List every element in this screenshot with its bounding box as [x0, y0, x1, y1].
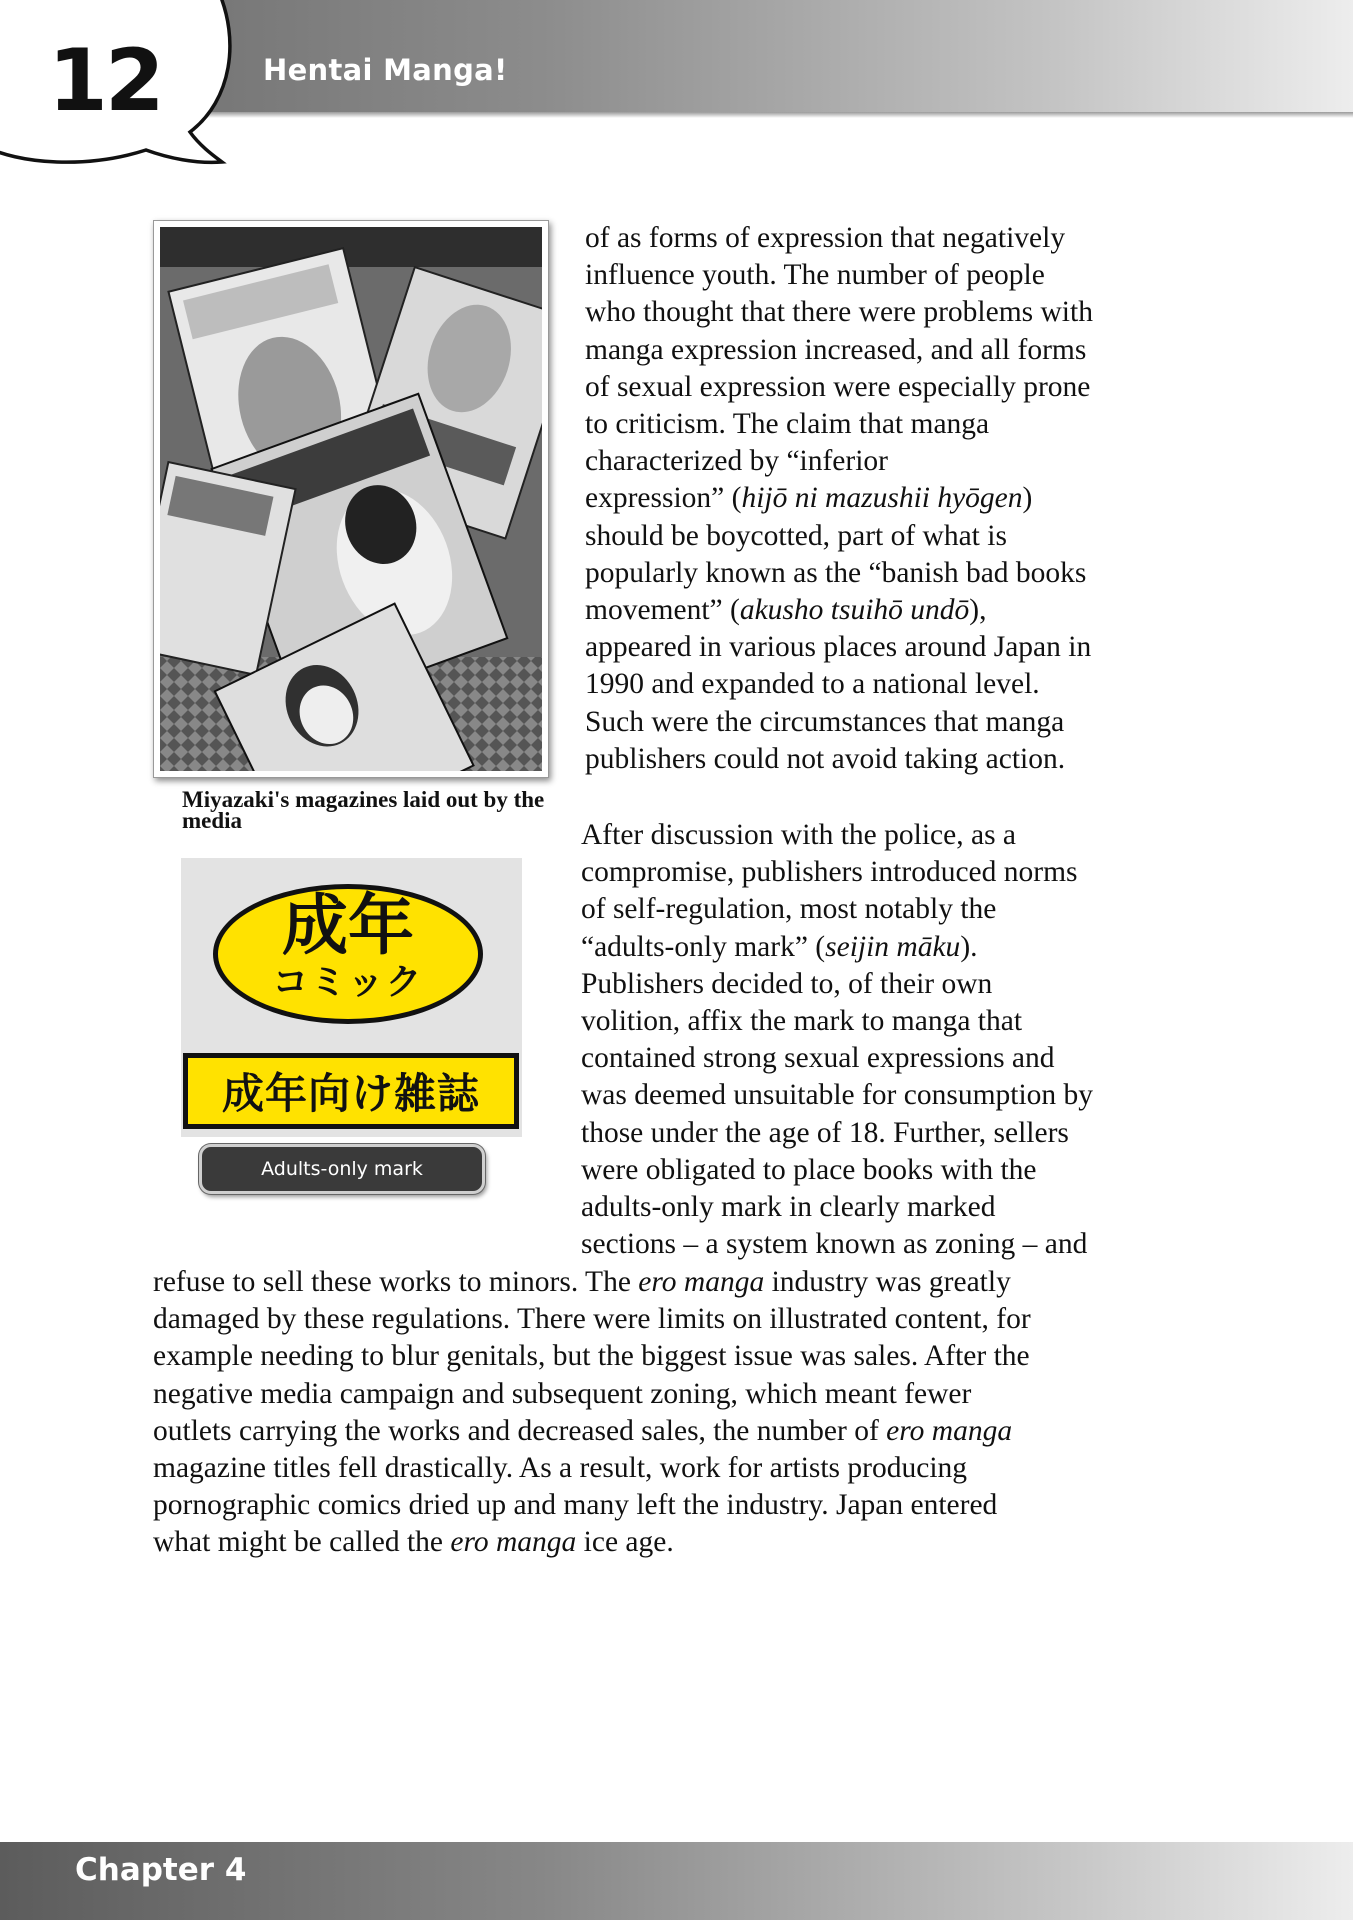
- text-line: sections – a system known as zoning – and: [581, 1228, 1088, 1261]
- mark-big-text: 成年: [282, 887, 414, 964]
- text-line: magazine titles fell drastically. As a result, work for artists producing: [153, 1452, 968, 1485]
- text-line: publishers could not avoid taking action.: [585, 742, 1066, 775]
- photo-caption: Miyazaki's magazines laid out by the media: [182, 787, 545, 833]
- text-line: popularly known as the “banish bad books: [585, 556, 1087, 589]
- text-line: contained strong sexual expressions and: [581, 1042, 1055, 1075]
- paragraph-2: [581, 817, 1093, 1263]
- text-line: who thought that there were problems with: [585, 296, 1093, 329]
- text-line: those under the age of 18. Further, sellers: [581, 1116, 1069, 1149]
- text-line: characterized by “inferior: [585, 445, 888, 478]
- text-line: pornographic comics dried up and many left the industry. Japan entered: [153, 1489, 998, 1522]
- text-line: to criticism. The claim that manga: [585, 408, 990, 441]
- text-line: refuse to sell these works to minors. The ero manga industry was greatly: [153, 1266, 1011, 1298]
- adults-only-mark-label: Adults-only mark: [199, 1144, 485, 1194]
- mark-small-text: コミック: [272, 962, 424, 1003]
- text-line: of sexual expression were especially prone: [585, 370, 1091, 403]
- text-line: adults-only mark in clearly marked: [581, 1191, 996, 1224]
- text-line: what might be called the ero manga ice age.: [153, 1526, 674, 1559]
- text-line: were obligated to place books with the: [581, 1153, 1037, 1186]
- magazines-photo: [153, 220, 549, 778]
- text-line: Such were the circumstances that manga: [585, 705, 1065, 738]
- text-line: manga expression increased, and all forms: [585, 333, 1087, 366]
- adults-only-mark-image: [181, 858, 522, 1137]
- header-title: Hentai Manga!: [263, 53, 508, 87]
- text-line: influence youth. The number of people: [585, 259, 1045, 292]
- text-line: Publishers decided to, of their own: [581, 967, 993, 1000]
- page-number: 12: [48, 31, 162, 131]
- magazines-photo-image: [160, 227, 542, 771]
- text-line: appeared in various places around Japan in: [585, 631, 1092, 664]
- text-line: was deemed unsuitable for consumption by: [581, 1079, 1094, 1112]
- text-line: expression” (hijō ni mazushii hyōgen): [585, 482, 1033, 515]
- text-line: outlets carrying the works and decreased sales, the number of ero manga: [153, 1414, 1013, 1447]
- text-line: movement” (akusho tsuihō undō),: [585, 594, 987, 627]
- text-line: should be boycotted, part of what is: [585, 519, 1007, 552]
- mark-rect-text: 成年向け雑誌: [183, 1053, 519, 1129]
- text-line: After discussion with the police, as a: [581, 819, 1017, 851]
- text-line: “adults-only mark” (seijin māku).: [581, 930, 978, 963]
- text-line: of self-regulation, most notably the: [581, 893, 997, 926]
- chapter-label: Chapter 4: [75, 1852, 247, 1888]
- text-line: negative media campaign and subsequent zoning, which meant fewer: [153, 1377, 972, 1410]
- text-line: example needing to blur genitals, but the biggest issue was sales. After the: [153, 1340, 1030, 1373]
- text-line: 1990 and expanded to a national level.: [585, 668, 1040, 701]
- text-line: of as forms of expression that negatively: [585, 222, 1066, 254]
- paragraph-3: [153, 1264, 1031, 1562]
- text-line: damaged by these regulations. There were limits on illustrated content, for: [153, 1303, 1031, 1336]
- text-line: volition, affix the mark to manga that: [581, 1005, 1023, 1038]
- text-line: compromise, publishers introduced norms: [581, 856, 1078, 889]
- mark-oval: [213, 884, 483, 1024]
- paragraph-1: [585, 220, 1093, 778]
